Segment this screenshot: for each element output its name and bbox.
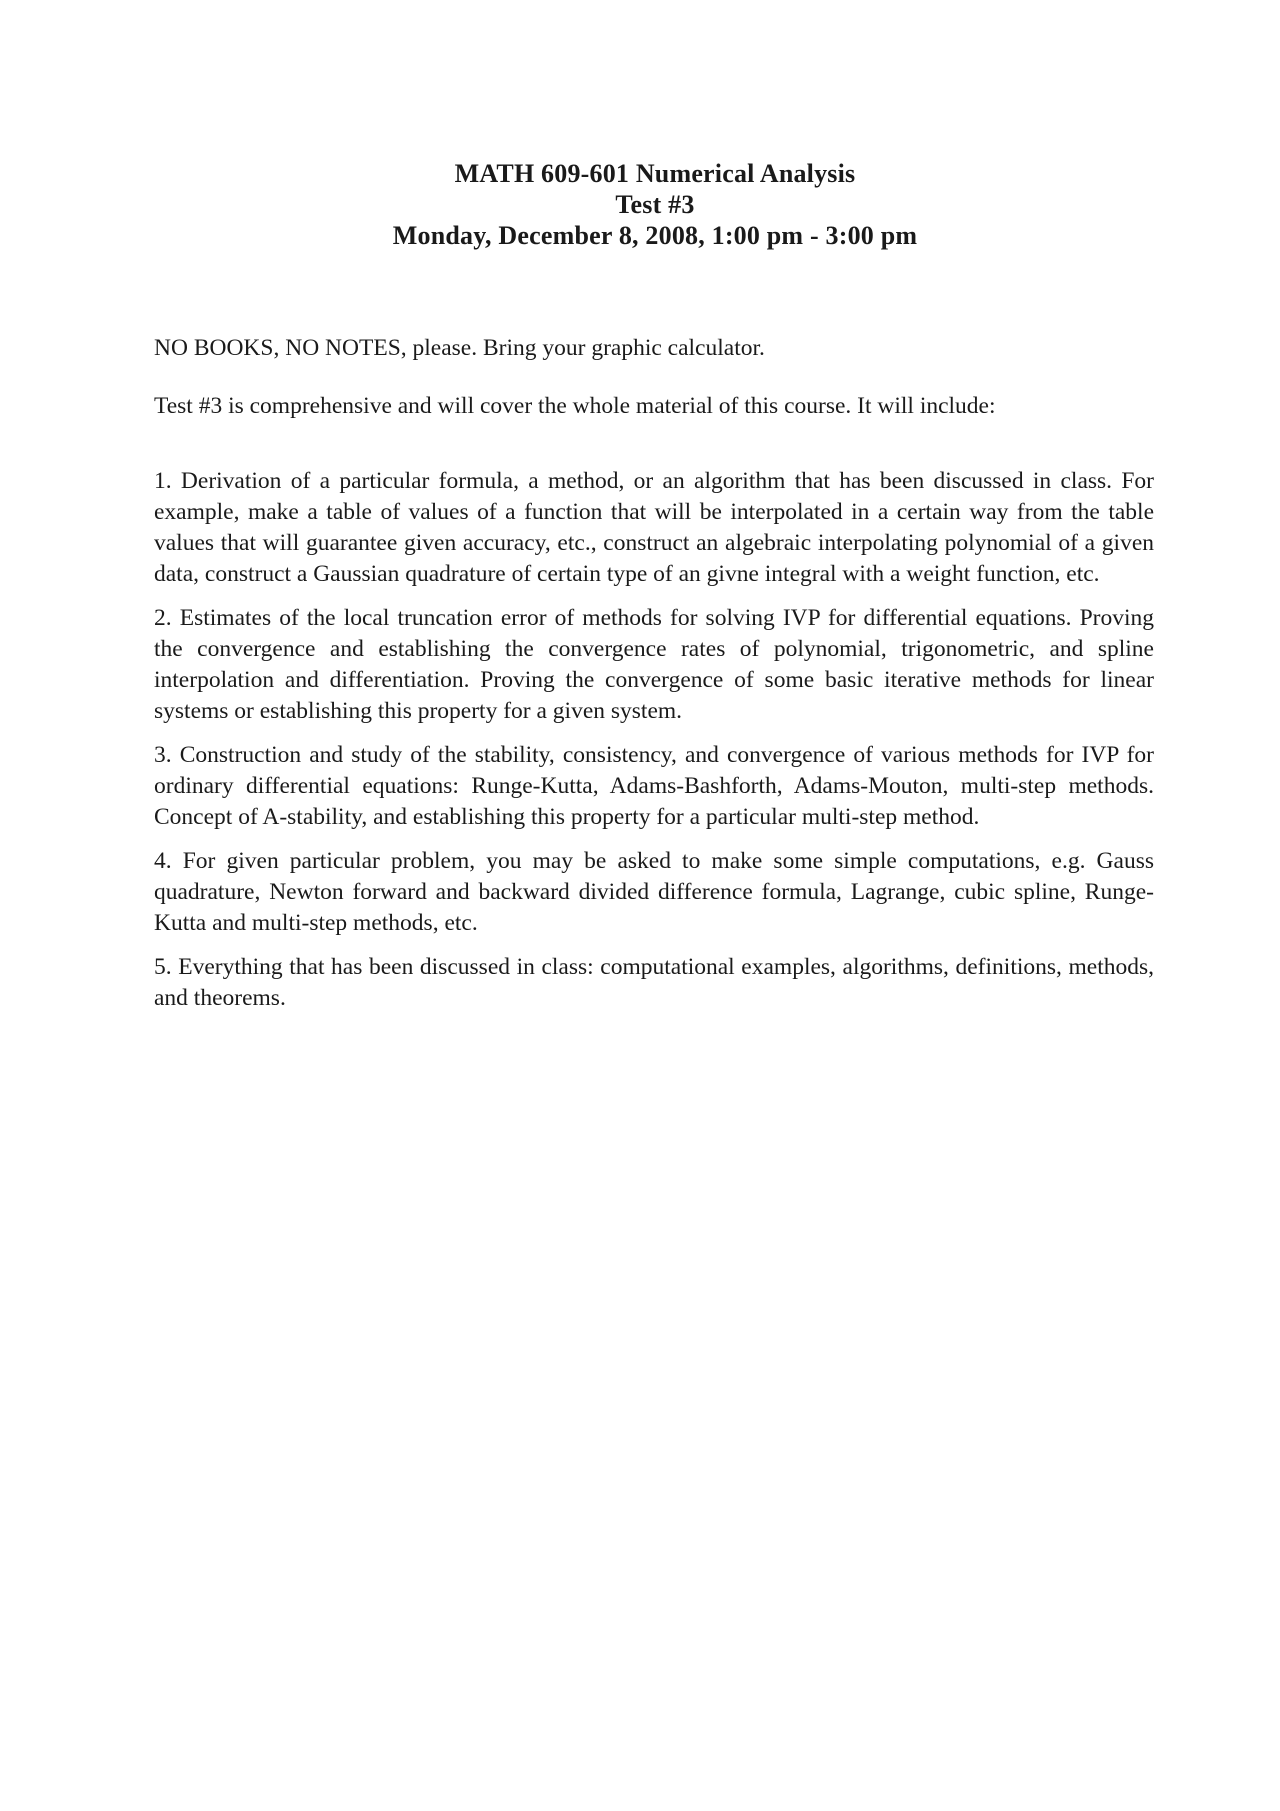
document-header [0, 158, 1280, 251]
test-title: Test #3 [615, 190, 695, 219]
intro-text: Test #3 is comprehensive and will cover the whole material of this course. It will include: [154, 393, 996, 419]
list-item-2: 2. Estimates of the local truncation error of methods for solving IVP for differential equations. Proving the convergence and establishing the convergence rates of polynomial, trigonometric, and spline interpolation and differentiation. Proving the convergence of some basic iterative methods for linear systems or establishing this property for a given system. [154, 605, 1154, 724]
list-item-5: 5. Everything that has been discussed in class: computational examples, algorithms, definitions, methods, and theorems. [154, 954, 1154, 1011]
list-item-1: 1. Derivation of a particular formula, a method, or an algorithm that has been discussed in class. For example, make a table of values of a function that will be interpolated in a certain way from the table values that will guarantee given accuracy, etc., construct an algebraic interpolating polynomial of a given data, construct a Gaussian quadrature of certain type of an givne integral with a weight function, etc. [154, 468, 1154, 587]
test-datetime: Monday, December 8, 2008, 1:00 pm - 3:00 pm [392, 221, 918, 250]
list-item-3: 3. Construction and study of the stability, consistency, and convergence of various methods for IVP for ordinary differential equations: Runge-Kutta, Adams-Bashforth, Adams-Mouton, multi-step methods. Concept of A-stability, and establishing this property for a particular multi-step method. [154, 742, 1154, 830]
course-title: MATH 609-601 Numerical Analysis [454, 159, 856, 188]
list-item-4: 4. For given particular problem, you may be asked to make some simple computations, e.g. Gauss quadrature, Newton forward and backward divided difference formula, Lagrange, cubic spline, Runge-Kutta and multi-step methods, etc. [154, 848, 1154, 936]
notice-text: NO BOOKS, NO NOTES, please. Bring your graphic calculator. [154, 335, 765, 361]
document-body [154, 333, 1154, 1027]
